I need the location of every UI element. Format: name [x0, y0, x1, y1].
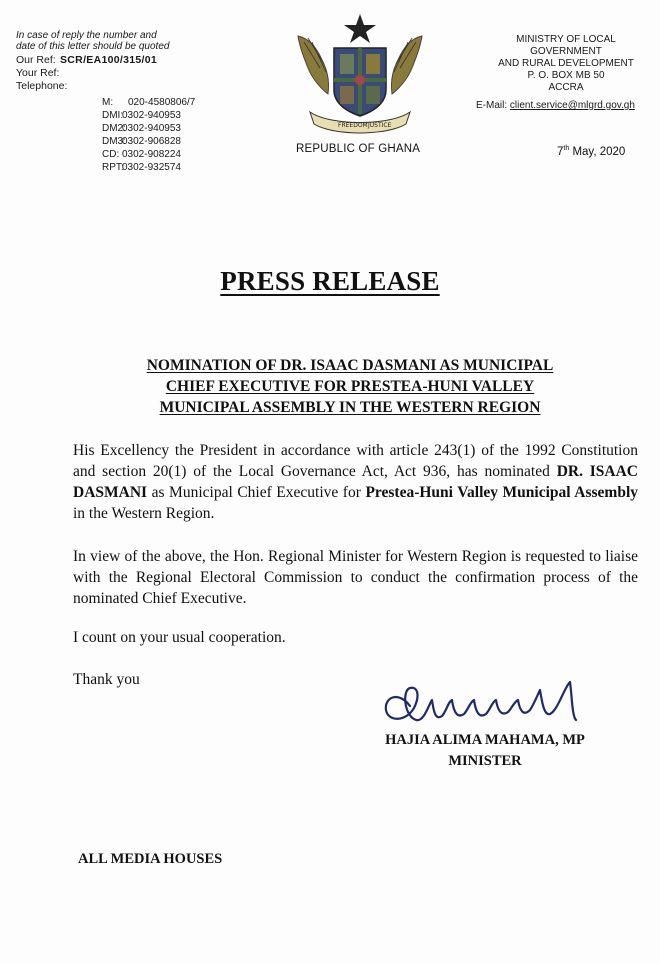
our-ref-label: Our Ref: [16, 54, 56, 66]
our-ref [16, 54, 256, 67]
signer-name: HAJIA ALIMA MAHAMA, MP [385, 732, 585, 748]
phone-row: CD: 0302-908224 [102, 149, 181, 160]
subject-line: CHIEF EXECUTIVE FOR PRESTEA-HUNI VALLEY [165, 378, 535, 395]
letterhead-left [16, 30, 256, 173]
subject-line: MUNICIPAL ASSEMBLY IN THE WESTERN REGION [159, 399, 541, 416]
city: ACCRA [548, 82, 584, 93]
phone-list [102, 96, 195, 174]
paragraph-cooperation: I count on your usual cooperation. [73, 629, 286, 646]
signer-block [360, 730, 610, 772]
recipient-label: ALL MEDIA HOUSES [78, 851, 223, 867]
assembly-name: Prestea-Huni Valley Municipal Assembly [365, 484, 638, 501]
letter-date: 7th May, 2020 [557, 145, 626, 158]
letterhead-right [446, 34, 646, 112]
telephone-label: Telephone: [16, 80, 68, 92]
your-ref-label: Your Ref: [16, 67, 60, 79]
subject-heading [100, 355, 600, 418]
po-box: P. O. BOX MB 50 [527, 70, 605, 81]
reply-note [16, 30, 256, 52]
paragraph-request: In view of the above, the Hon. Regional Minister for Western Region is requested to liaise with the Regional Electoral Commission to conduct the confirmation process of the nominated Chief Executive. [73, 548, 638, 607]
email-label: E-Mail: [476, 100, 508, 111]
signature-icon [380, 676, 610, 732]
nominee-name: DR. ISAAC DASMANI [73, 463, 638, 501]
page-title: PRESS RELEASE [220, 266, 440, 296]
motto-left: FREEDOM [338, 122, 368, 129]
phone-row: M: 020-4580806/7 [102, 97, 196, 108]
our-ref-value: SCR/EA100/315/01 [60, 54, 158, 66]
subject-line: NOMINATION OF DR. ISAAC DASMANI AS MUNICIPAL [146, 357, 554, 374]
ministry-line2: AND RURAL DEVELOPMENT [498, 58, 634, 69]
phone-row: DM2: 0302-940953 [102, 123, 181, 134]
motto-right: JUSTICE [368, 122, 392, 129]
reply-note-line2: date of this letter should be quoted [16, 41, 170, 52]
coat-of-arms-icon [290, 8, 430, 140]
phone-row: DM3: 0302-906828 [102, 136, 181, 147]
email-link[interactable]: client.service@mlgrd.gov.gh [509, 100, 635, 111]
reply-note-line1: In case of reply the number and [16, 30, 157, 41]
ministry-line1: MINISTRY OF LOCAL GOVERNMENT [516, 34, 616, 57]
phone-row: DMI: 0302-940953 [102, 110, 181, 121]
republic-label: REPUBLIC OF GHANA [296, 143, 421, 155]
signer-title: MINISTER [448, 753, 522, 769]
phone-row: RPT: 0302-932574 [102, 162, 181, 173]
email-line [446, 100, 646, 112]
closing-thanks: Thank you [73, 671, 140, 688]
paragraph-nomination: His Excellency the President in accordance with article 243(1) of the 1992 Constitution and section 20(1) of the Local Governance Act, Act 936, has nominated DR. ISAAC DASMANI as Municipal Chief Executive for Prestea-Huni Valley Municipal Assembly in the Western Region. [73, 442, 638, 522]
